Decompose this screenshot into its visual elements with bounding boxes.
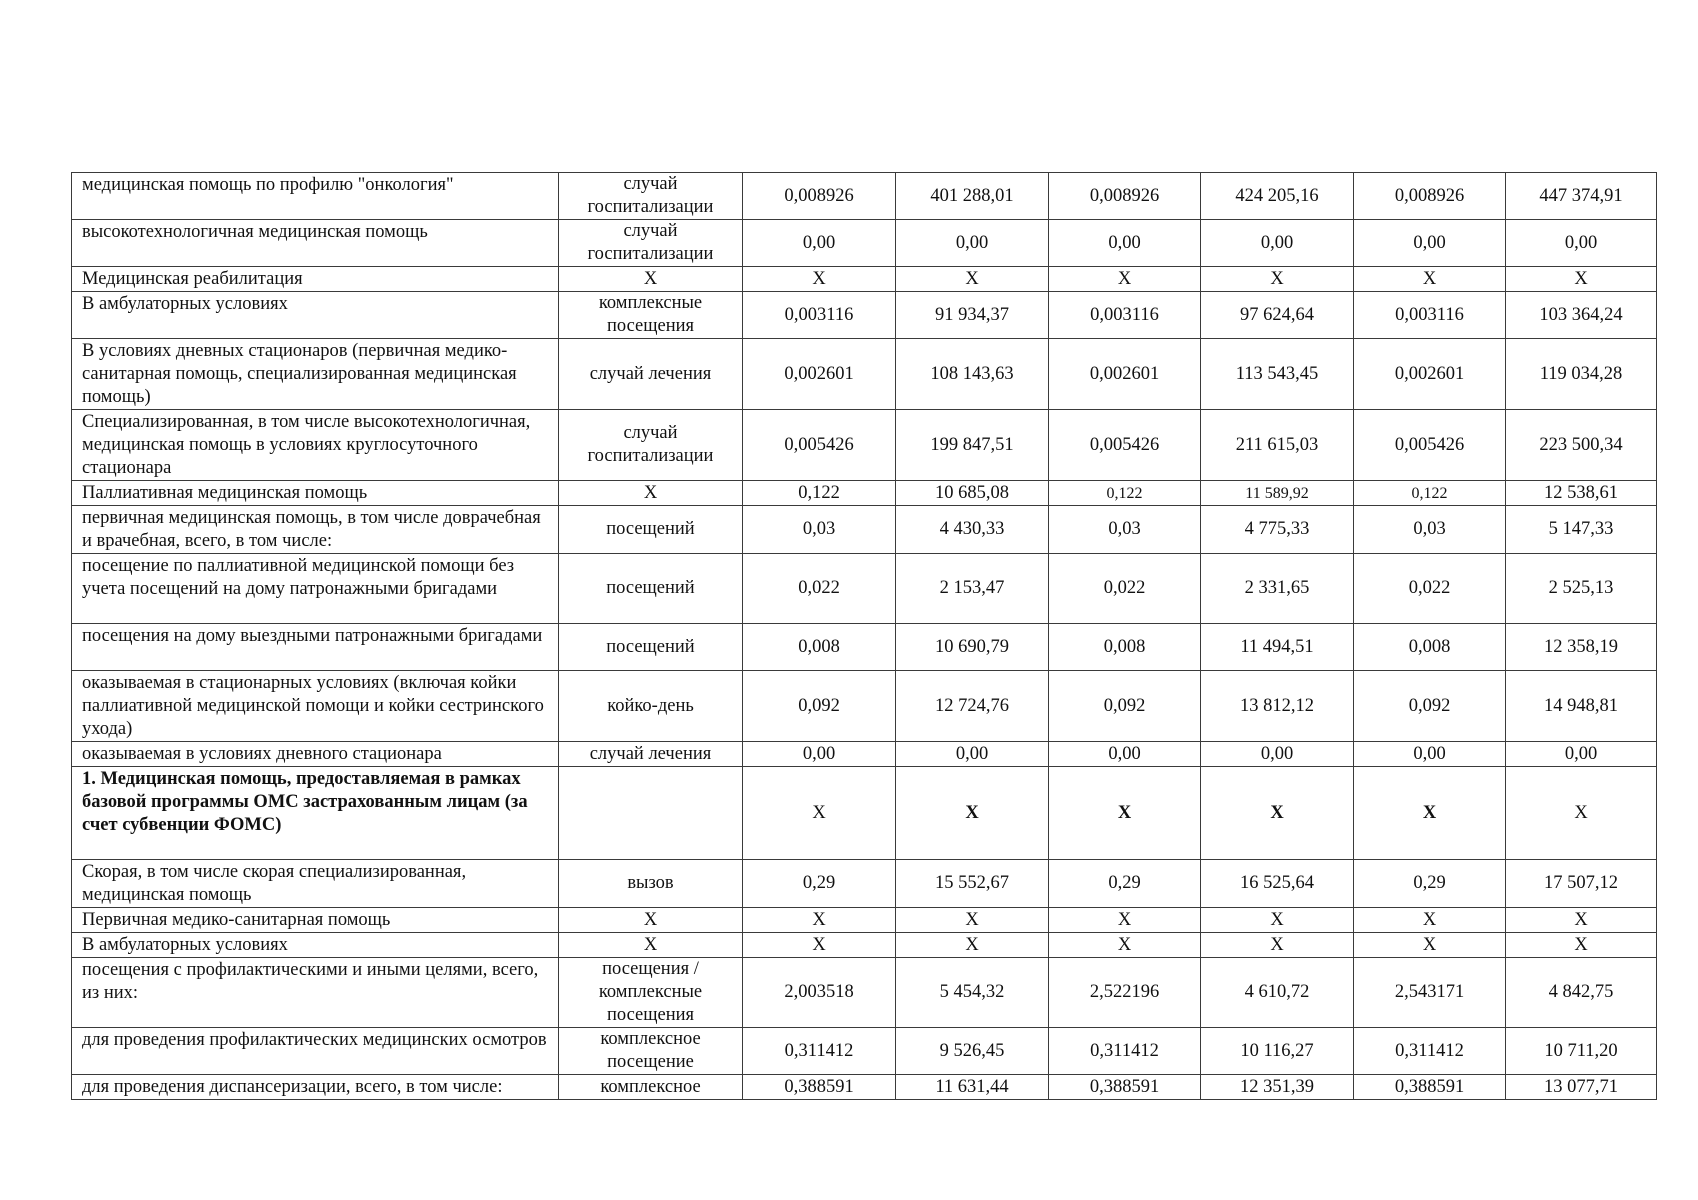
value-cell: 0,00 <box>743 220 896 267</box>
value-cell: 2,543171 <box>1354 958 1506 1028</box>
table-row <box>72 481 1657 506</box>
value-cell: 0,00 <box>1354 742 1506 767</box>
unit-cell: случай лечения <box>559 339 743 410</box>
value-cell: X <box>1049 267 1201 292</box>
unit-cell: X <box>559 933 743 958</box>
value-cell: 0,00 <box>1354 220 1506 267</box>
row-name-cell: первичная медицинская помощь, в том числе доврачебная и врачебная, всего, в том числе: <box>72 506 559 554</box>
value-cell: X <box>896 767 1049 860</box>
value-cell: 14 948,81 <box>1506 671 1657 742</box>
value-cell: 0,03 <box>743 506 896 554</box>
unit-cell <box>559 767 743 860</box>
row-name-cell: Первичная медико-санитарная помощь <box>72 908 559 933</box>
value-cell: 97 624,64 <box>1201 292 1354 339</box>
value-cell: 0,005426 <box>1354 410 1506 481</box>
value-cell: X <box>1049 933 1201 958</box>
value-cell: 0,03 <box>1049 506 1201 554</box>
value-cell: 0,122 <box>743 481 896 506</box>
unit-cell: X <box>559 481 743 506</box>
row-name-cell: В условиях дневных стационаров (первичная медико-санитарная помощь, специализированная медицинская помощь) <box>72 339 559 410</box>
table-row <box>72 742 1657 767</box>
value-cell: 17 507,12 <box>1506 860 1657 908</box>
value-cell: 11 631,44 <box>896 1075 1049 1100</box>
value-cell: 119 034,28 <box>1506 339 1657 410</box>
value-cell: 10 711,20 <box>1506 1028 1657 1075</box>
unit-cell: комплексное посещение <box>559 1028 743 1075</box>
value-cell: 0,003116 <box>1049 292 1201 339</box>
unit-cell: посещений <box>559 624 743 671</box>
value-cell: 12 724,76 <box>896 671 1049 742</box>
value-cell: 0,092 <box>1354 671 1506 742</box>
unit-cell: посещения / комплексные посещения <box>559 958 743 1028</box>
value-cell: 0,022 <box>1049 554 1201 624</box>
table-row <box>72 958 1657 1028</box>
services-table <box>71 172 1657 1100</box>
table-row <box>72 410 1657 481</box>
value-cell: X <box>743 767 896 860</box>
value-cell: 0,022 <box>1354 554 1506 624</box>
value-cell: 108 143,63 <box>896 339 1049 410</box>
value-cell: X <box>1354 767 1506 860</box>
unit-cell: случай госпитализации <box>559 173 743 220</box>
value-cell: 4 610,72 <box>1201 958 1354 1028</box>
table-row <box>72 860 1657 908</box>
value-cell: X <box>1506 908 1657 933</box>
unit-cell: посещений <box>559 506 743 554</box>
value-cell: 0,00 <box>1049 220 1201 267</box>
value-cell: 4 775,33 <box>1201 506 1354 554</box>
row-name-cell: Специализированная, в том числе высокотехнологичная, медицинская помощь в условиях круглосуточного стационара <box>72 410 559 481</box>
value-cell: 0,00 <box>1049 742 1201 767</box>
value-cell: 0,008 <box>1049 624 1201 671</box>
table-row <box>72 292 1657 339</box>
value-cell: 0,003116 <box>1354 292 1506 339</box>
value-cell: X <box>1354 933 1506 958</box>
row-name-cell: оказываемая в стационарных условиях (включая койки паллиативной медицинской помощи и койки сестринского ухода) <box>72 671 559 742</box>
value-cell: X <box>896 908 1049 933</box>
table-row <box>72 339 1657 410</box>
unit-cell: X <box>559 908 743 933</box>
value-cell: 0,002601 <box>743 339 896 410</box>
table-row <box>72 173 1657 220</box>
value-cell: 0,022 <box>743 554 896 624</box>
value-cell: 0,29 <box>1049 860 1201 908</box>
row-name-cell: для проведения диспансеризации, всего, в том числе: <box>72 1075 559 1100</box>
value-cell: 424 205,16 <box>1201 173 1354 220</box>
value-cell: 5 147,33 <box>1506 506 1657 554</box>
value-cell: X <box>1506 767 1657 860</box>
value-cell: 2,003518 <box>743 958 896 1028</box>
value-cell: 0,008 <box>743 624 896 671</box>
value-cell: 2 153,47 <box>896 554 1049 624</box>
value-cell: 12 358,19 <box>1506 624 1657 671</box>
unit-cell: комплексные посещения <box>559 292 743 339</box>
value-cell: 0,092 <box>1049 671 1201 742</box>
value-cell: X <box>896 267 1049 292</box>
unit-cell: койко-день <box>559 671 743 742</box>
value-cell: 4 842,75 <box>1506 958 1657 1028</box>
value-cell: 0,03 <box>1354 506 1506 554</box>
unit-cell: X <box>559 267 743 292</box>
value-cell: X <box>1201 767 1354 860</box>
row-name-cell: посещения с профилактическими и иными целями, всего, из них: <box>72 958 559 1028</box>
unit-cell: комплексное <box>559 1075 743 1100</box>
value-cell: 0,00 <box>1201 742 1354 767</box>
value-cell: 2 525,13 <box>1506 554 1657 624</box>
value-cell: 0,00 <box>896 742 1049 767</box>
value-cell: 0,092 <box>743 671 896 742</box>
value-cell: 0,29 <box>1354 860 1506 908</box>
table-body <box>72 173 1657 1100</box>
row-name-cell: Скорая, в том числе скорая специализированная, медицинская помощь <box>72 860 559 908</box>
value-cell: X <box>1506 267 1657 292</box>
value-cell: X <box>1049 908 1201 933</box>
value-cell: 0,002601 <box>1049 339 1201 410</box>
unit-cell: вызов <box>559 860 743 908</box>
value-cell: 0,008 <box>1354 624 1506 671</box>
value-cell: 103 364,24 <box>1506 292 1657 339</box>
row-name-cell: высокотехнологичная медицинская помощь <box>72 220 559 267</box>
value-cell: 4 430,33 <box>896 506 1049 554</box>
value-cell: 0,29 <box>743 860 896 908</box>
table-row <box>72 767 1657 860</box>
value-cell: 0,00 <box>1506 742 1657 767</box>
value-cell: 0,00 <box>743 742 896 767</box>
row-name-cell: 1. Медицинская помощь, предоставляемая в рамках базовой программы ОМС застрахованным лицам (за счет субвенции ФОМС) <box>72 767 559 860</box>
table-row <box>72 554 1657 624</box>
value-cell: X <box>1354 908 1506 933</box>
value-cell: 0,311412 <box>743 1028 896 1075</box>
value-cell: 2,522196 <box>1049 958 1201 1028</box>
row-name-cell: посещения на дому выездными патронажными бригадами <box>72 624 559 671</box>
value-cell: 16 525,64 <box>1201 860 1354 908</box>
table-row <box>72 220 1657 267</box>
value-cell: X <box>743 933 896 958</box>
value-cell: 10 690,79 <box>896 624 1049 671</box>
value-cell: 11 494,51 <box>1201 624 1354 671</box>
value-cell: X <box>1506 933 1657 958</box>
value-cell: 10 116,27 <box>1201 1028 1354 1075</box>
value-cell: 401 288,01 <box>896 173 1049 220</box>
value-cell: 0,008926 <box>743 173 896 220</box>
unit-cell: случай лечения <box>559 742 743 767</box>
value-cell: 447 374,91 <box>1506 173 1657 220</box>
value-cell: 0,311412 <box>1354 1028 1506 1075</box>
value-cell: 199 847,51 <box>896 410 1049 481</box>
value-cell: 0,002601 <box>1354 339 1506 410</box>
value-cell: 0,388591 <box>1354 1075 1506 1100</box>
row-name-cell: для проведения профилактических медицинских осмотров <box>72 1028 559 1075</box>
value-cell: X <box>1201 933 1354 958</box>
row-name-cell: медицинская помощь по профилю "онкология" <box>72 173 559 220</box>
row-name-cell: Медицинская реабилитация <box>72 267 559 292</box>
value-cell: 13 812,12 <box>1201 671 1354 742</box>
table-row <box>72 1075 1657 1100</box>
value-cell: 0,008926 <box>1049 173 1201 220</box>
value-cell: 113 543,45 <box>1201 339 1354 410</box>
row-name-cell: посещение по паллиативной медицинской помощи без учета посещений на дому патронажными бригадами <box>72 554 559 624</box>
value-cell: 91 934,37 <box>896 292 1049 339</box>
value-cell: 0,00 <box>1201 220 1354 267</box>
row-name-cell: Паллиативная медицинская помощь <box>72 481 559 506</box>
value-cell: 0,005426 <box>743 410 896 481</box>
value-cell: X <box>743 908 896 933</box>
row-name-cell: В амбулаторных условиях <box>72 292 559 339</box>
value-cell: 0,00 <box>896 220 1049 267</box>
value-cell: 0,005426 <box>1049 410 1201 481</box>
unit-cell: посещений <box>559 554 743 624</box>
value-cell: X <box>1354 267 1506 292</box>
unit-cell: случай госпитализации <box>559 410 743 481</box>
value-cell: 9 526,45 <box>896 1028 1049 1075</box>
row-name-cell: оказываемая в условиях дневного стационара <box>72 742 559 767</box>
table-row <box>72 908 1657 933</box>
value-cell: 2 331,65 <box>1201 554 1354 624</box>
value-cell: 15 552,67 <box>896 860 1049 908</box>
value-cell: 13 077,71 <box>1506 1075 1657 1100</box>
table-row <box>72 1028 1657 1075</box>
table-row <box>72 267 1657 292</box>
value-cell: 223 500,34 <box>1506 410 1657 481</box>
value-cell: 5 454,32 <box>896 958 1049 1028</box>
value-cell: X <box>1201 908 1354 933</box>
value-cell: 0,008926 <box>1354 173 1506 220</box>
value-cell: 0,003116 <box>743 292 896 339</box>
value-cell: 211 615,03 <box>1201 410 1354 481</box>
value-cell: 0,122 <box>1049 481 1201 506</box>
value-cell: 10 685,08 <box>896 481 1049 506</box>
table-row <box>72 624 1657 671</box>
unit-cell: случай госпитализации <box>559 220 743 267</box>
row-name-cell: В амбулаторных условиях <box>72 933 559 958</box>
value-cell: 12 538,61 <box>1506 481 1657 506</box>
value-cell: 0,00 <box>1506 220 1657 267</box>
value-cell: X <box>743 267 896 292</box>
value-cell: 0,388591 <box>743 1075 896 1100</box>
table-row <box>72 933 1657 958</box>
table-row <box>72 506 1657 554</box>
value-cell: 0,311412 <box>1049 1028 1201 1075</box>
value-cell: 0,122 <box>1354 481 1506 506</box>
table-row <box>72 671 1657 742</box>
value-cell: X <box>896 933 1049 958</box>
value-cell: 11 589,92 <box>1201 481 1354 506</box>
value-cell: 0,388591 <box>1049 1075 1201 1100</box>
value-cell: 12 351,39 <box>1201 1075 1354 1100</box>
value-cell: X <box>1049 767 1201 860</box>
value-cell: X <box>1201 267 1354 292</box>
